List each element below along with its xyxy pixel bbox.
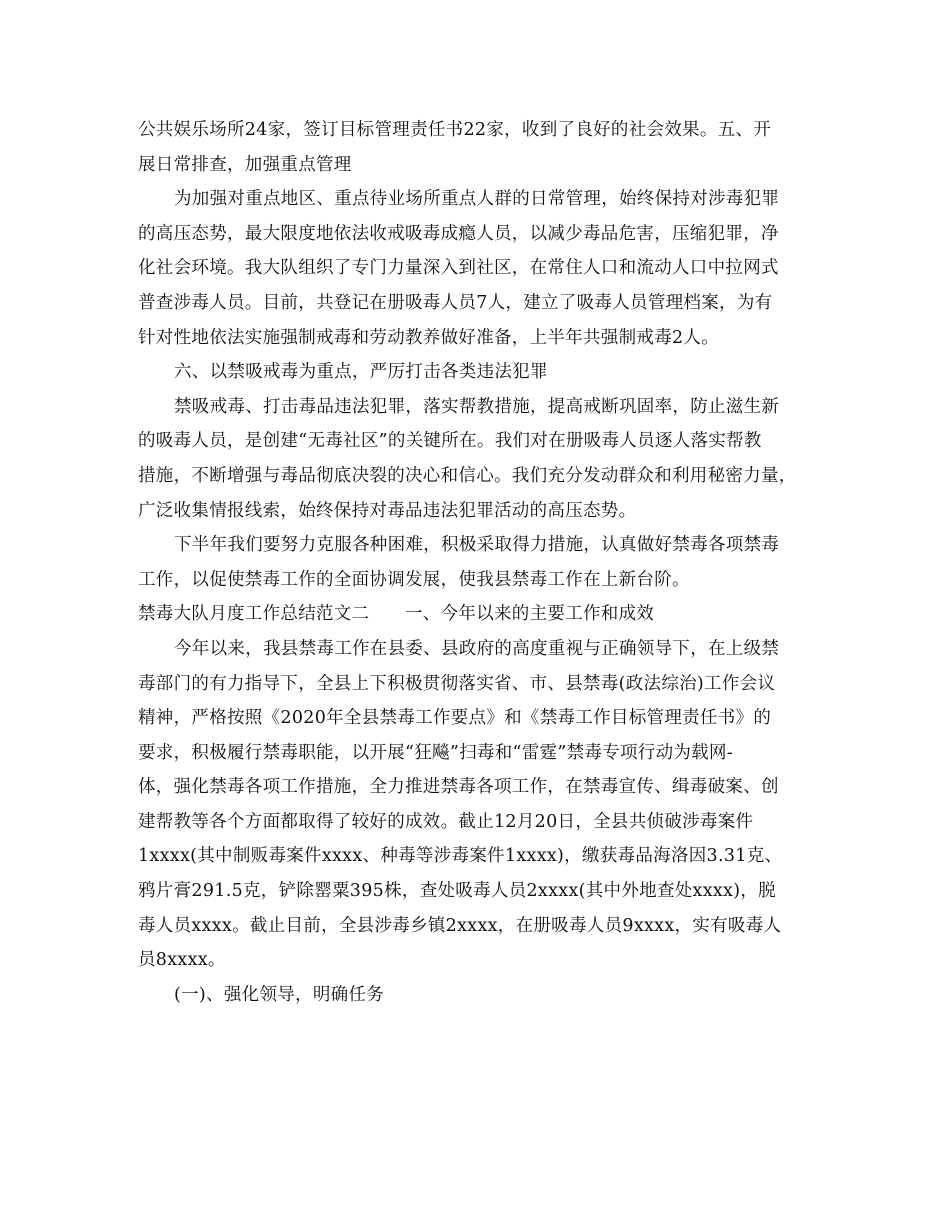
- text-line: 毒部门的有力指导下，全县上下积极贯彻落实省、市、县禁毒(政法综治)工作会议: [138, 673, 776, 694]
- text-line: (一)、强化领导，明确任务: [174, 984, 385, 1005]
- text-line: 的吸毒人员，是创建“无毒社区”的关键所在。我们对在册吸毒人员逐人落实帮教: [138, 431, 762, 452]
- text-line: 今年以来，我县禁毒工作在县委、县政府的高度重视与正确领导下，在上级禁: [174, 638, 780, 659]
- text-line: 为加强对重点地区、重点待业场所重点人群的日常管理，始终保持对涉毒犯罪: [174, 189, 780, 210]
- text-line: 的高压态势，最大限度地依法收戒吸毒成瘾人员，以减少毒品危害，压缩犯罪，净: [138, 223, 779, 244]
- text-line: 展日常排查，加强重点管理: [138, 154, 352, 175]
- text-line: 精神，严格按照《2020年全县禁毒工作要点》和《禁毒工作目标管理责任书》的: [138, 708, 772, 729]
- text-line: 禁毒大队月度工作总结范文二 一、今年以来的主要工作和成效: [138, 604, 655, 625]
- text-line: 六、以禁吸戒毒为重点，严厉打击各类违法犯罪: [174, 362, 548, 383]
- text-line: 1xxxx(其中制贩毒案件xxxx、种毒等涉毒案件1xxxx)，缴获毒品海洛因3.31克、: [138, 846, 783, 867]
- text-line: 建帮教等各个方面都取得了较好的成效。截止12月20日，全县共侦破涉毒案件: [138, 811, 754, 832]
- text-line: 措施，不断增强与毒品彻底决裂的决心和信心。我们充分发动群众和利用秘密力量，: [138, 465, 797, 486]
- text-line: 体，强化禁毒各项工作措施，全力推进禁毒各项工作，在禁毒宣传、缉毒破案、创: [138, 777, 779, 798]
- text-line: 普查涉毒人员。目前，共登记在册吸毒人员7人，建立了吸毒人员管理档案，为有: [138, 292, 773, 313]
- text-line: 广泛收集情报线索，始终保持对毒品违法犯罪活动的高压态势。: [138, 500, 637, 521]
- text-line: 化社会环境。我大队组织了专门力量深入到社区，在常住人口和流动人口中拉网式: [138, 258, 779, 279]
- text-line: 公共娱乐场所24家，签订目标管理责任书22家，收到了良好的社会效果。五、开: [138, 120, 772, 140]
- text-line: 毒人员xxxx。截止目前，全县涉毒乡镇2xxxx，在册吸毒人员9xxxx，实有吸毒人: [138, 915, 782, 936]
- text-line: 针对性地依法实施强制戒毒和劳动教养做好准备，上半年共强制戒毒2人。: [138, 327, 720, 348]
- text-line: 员8xxxx。: [138, 950, 226, 971]
- document-body: [138, 113, 818, 1012]
- text-line: 鸦片膏291.5克，铲除罂粟395株，查处吸毒人员2xxxx(其中外地查处xxxx)，脱: [138, 881, 776, 902]
- text-line: 禁吸戒毒、打击毒品违法犯罪，落实帮教措施，提高戒断巩固率，防止滋生新: [174, 396, 780, 417]
- text-line: 下半年我们要努力克服各种困难，积极采取得力措施，认真做好禁毒各项禁毒: [174, 535, 780, 556]
- text-line: 工作，以促使禁毒工作的全面协调发展，使我县禁毒工作在上新台阶。: [138, 569, 690, 590]
- text-line: 要求，积极履行禁毒职能，以开展“狂飚”扫毒和“雷霆”禁毒专项行动为载网-: [138, 742, 733, 763]
